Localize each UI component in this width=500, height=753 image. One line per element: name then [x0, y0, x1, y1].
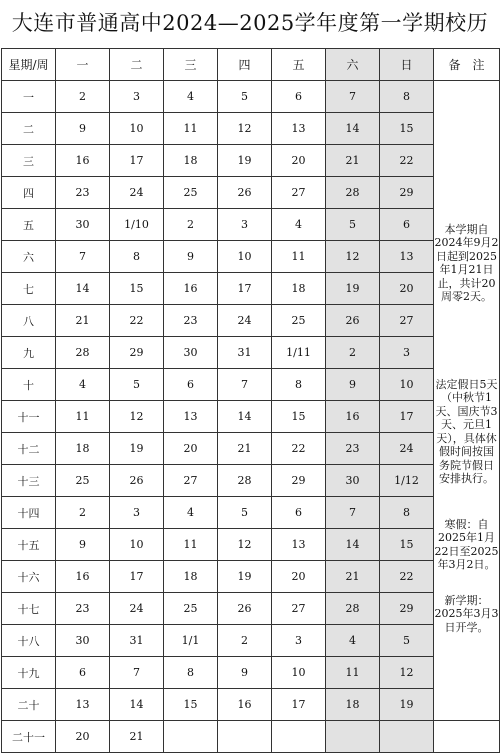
- date-cell: 13: [164, 401, 218, 433]
- note-holidays: 法定假日5天（中秋节1天、国庆节3天、元旦1天），具体休假时间按国务院节假日安排执行。: [435, 377, 498, 486]
- notes-empty-cell: [434, 721, 500, 753]
- date-cell: 12: [110, 401, 164, 433]
- table-row: [2, 625, 500, 657]
- date-cell: 3: [110, 81, 164, 113]
- date-cell: 17: [110, 145, 164, 177]
- date-cell: 5: [218, 497, 272, 529]
- date-cell: 8: [380, 497, 434, 529]
- date-cell: 11: [326, 657, 380, 689]
- week-label: 十三: [2, 465, 56, 497]
- date-cell: 12: [380, 657, 434, 689]
- week-label: 十六: [2, 561, 56, 593]
- date-cell: 25: [164, 177, 218, 209]
- date-cell: 19: [218, 561, 272, 593]
- date-cell: 21: [110, 721, 164, 753]
- notes-header: 备 注: [434, 49, 500, 81]
- date-cell: 22: [272, 433, 326, 465]
- date-cell: 8: [272, 369, 326, 401]
- date-cell: 20: [380, 273, 434, 305]
- date-cell: 15: [164, 689, 218, 721]
- date-cell: 22: [380, 561, 434, 593]
- date-cell: 28: [56, 337, 110, 369]
- table-row: [2, 689, 500, 721]
- date-cell: 16: [56, 561, 110, 593]
- date-cell: [272, 721, 326, 753]
- date-cell: 5: [110, 369, 164, 401]
- date-cell: 5: [380, 625, 434, 657]
- date-cell: 14: [326, 113, 380, 145]
- date-cell: 8: [380, 81, 434, 113]
- date-cell: 20: [56, 721, 110, 753]
- table-row: [2, 657, 500, 689]
- week-label: 十八: [2, 625, 56, 657]
- date-cell: 24: [380, 433, 434, 465]
- note-new-term: 新学期：2025年3月3日开学。: [434, 593, 499, 634]
- page-title: 大连市普通高中2024—2025学年度第一学期校历: [11, 11, 489, 35]
- date-cell: 26: [218, 593, 272, 625]
- date-cell: [326, 721, 380, 753]
- date-cell: 2: [56, 81, 110, 113]
- date-cell: 12: [218, 529, 272, 561]
- date-cell: 4: [164, 81, 218, 113]
- week-label: 二: [2, 113, 56, 145]
- date-cell: 4: [164, 497, 218, 529]
- week-label: 四: [2, 177, 56, 209]
- date-cell: 19: [380, 689, 434, 721]
- date-cell: 14: [326, 529, 380, 561]
- date-cell: 1/10: [110, 209, 164, 241]
- date-cell: 18: [164, 561, 218, 593]
- date-cell: 10: [110, 529, 164, 561]
- date-cell: 6: [272, 81, 326, 113]
- week-label: 十四: [2, 497, 56, 529]
- date-cell: 10: [110, 113, 164, 145]
- week-header: 星期/周: [2, 49, 56, 81]
- date-cell: 6: [164, 369, 218, 401]
- table-row: [2, 593, 500, 625]
- date-cell: 16: [56, 145, 110, 177]
- date-cell: 29: [380, 177, 434, 209]
- date-cell: 14: [110, 689, 164, 721]
- date-cell: 27: [380, 305, 434, 337]
- week-label: 六: [2, 241, 56, 273]
- header-row: [2, 49, 500, 81]
- day-header: 日: [380, 49, 434, 81]
- date-cell: 1/11: [272, 337, 326, 369]
- day-header: 三: [164, 49, 218, 81]
- day-header: 一: [56, 49, 110, 81]
- table-row: [2, 369, 500, 401]
- week-label: 七: [2, 273, 56, 305]
- date-cell: 31: [110, 625, 164, 657]
- date-cell: 23: [56, 177, 110, 209]
- date-cell: 16: [326, 401, 380, 433]
- date-cell: 17: [380, 401, 434, 433]
- date-cell: 3: [110, 497, 164, 529]
- week-label: 十五: [2, 529, 56, 561]
- date-cell: 11: [164, 529, 218, 561]
- week-label: 十: [2, 369, 56, 401]
- date-cell: 5: [326, 209, 380, 241]
- table-row: [2, 145, 500, 177]
- date-cell: 9: [56, 113, 110, 145]
- date-cell: 18: [326, 689, 380, 721]
- date-cell: 25: [272, 305, 326, 337]
- date-cell: 27: [272, 177, 326, 209]
- date-cell: 6: [272, 497, 326, 529]
- date-cell: 9: [218, 657, 272, 689]
- date-cell: 2: [218, 625, 272, 657]
- date-cell: 2: [326, 337, 380, 369]
- date-cell: 15: [380, 113, 434, 145]
- date-cell: 14: [218, 401, 272, 433]
- date-cell: 15: [380, 529, 434, 561]
- date-cell: 16: [218, 689, 272, 721]
- table-row: [2, 721, 500, 753]
- date-cell: 15: [110, 273, 164, 305]
- date-cell: 21: [218, 433, 272, 465]
- date-cell: [164, 721, 218, 753]
- date-cell: 10: [272, 657, 326, 689]
- date-cell: 23: [326, 433, 380, 465]
- day-header: 四: [218, 49, 272, 81]
- date-cell: 1/12: [380, 465, 434, 497]
- date-cell: 26: [326, 305, 380, 337]
- date-cell: 1/1: [164, 625, 218, 657]
- date-cell: 19: [110, 433, 164, 465]
- date-cell: 13: [56, 689, 110, 721]
- date-cell: 26: [110, 465, 164, 497]
- week-label: 一: [2, 81, 56, 113]
- date-cell: 31: [218, 337, 272, 369]
- date-cell: 19: [218, 145, 272, 177]
- date-cell: 25: [56, 465, 110, 497]
- date-cell: 23: [164, 305, 218, 337]
- date-cell: 7: [218, 369, 272, 401]
- school-calendar-table: [1, 48, 500, 753]
- week-label: 二十: [2, 689, 56, 721]
- date-cell: [380, 721, 434, 753]
- date-cell: 7: [110, 657, 164, 689]
- date-cell: 28: [326, 177, 380, 209]
- date-cell: 2: [164, 209, 218, 241]
- table-row: [2, 177, 500, 209]
- table-row: [2, 273, 500, 305]
- day-header: 二: [110, 49, 164, 81]
- date-cell: 23: [56, 593, 110, 625]
- week-label: 五: [2, 209, 56, 241]
- date-cell: 27: [164, 465, 218, 497]
- date-cell: 30: [56, 209, 110, 241]
- date-cell: 6: [380, 209, 434, 241]
- date-cell: 2: [56, 497, 110, 529]
- date-cell: 3: [380, 337, 434, 369]
- date-cell: 14: [56, 273, 110, 305]
- week-label: 十七: [2, 593, 56, 625]
- date-cell: 21: [326, 561, 380, 593]
- date-cell: 28: [218, 465, 272, 497]
- date-cell: 18: [164, 145, 218, 177]
- date-cell: 21: [326, 145, 380, 177]
- week-label: 十二: [2, 433, 56, 465]
- date-cell: 17: [110, 561, 164, 593]
- date-cell: 18: [56, 433, 110, 465]
- week-label: 三: [2, 145, 56, 177]
- date-cell: 8: [110, 241, 164, 273]
- date-cell: 7: [326, 497, 380, 529]
- table-row: [2, 561, 500, 593]
- date-cell: 13: [272, 529, 326, 561]
- date-cell: 3: [272, 625, 326, 657]
- date-cell: 9: [164, 241, 218, 273]
- date-cell: 16: [164, 273, 218, 305]
- table-row: [2, 433, 500, 465]
- date-cell: 30: [56, 625, 110, 657]
- date-cell: 27: [272, 593, 326, 625]
- date-cell: 19: [326, 273, 380, 305]
- date-cell: 7: [326, 81, 380, 113]
- date-cell: 25: [164, 593, 218, 625]
- week-label: 十九: [2, 657, 56, 689]
- date-cell: 29: [110, 337, 164, 369]
- date-cell: 20: [164, 433, 218, 465]
- note-winter: 寒假：自2025年1月22日至2025年3月2日。: [434, 517, 499, 572]
- date-cell: 8: [164, 657, 218, 689]
- date-cell: 24: [110, 593, 164, 625]
- date-cell: 17: [272, 689, 326, 721]
- date-cell: 6: [56, 657, 110, 689]
- week-label: 十一: [2, 401, 56, 433]
- date-cell: 13: [380, 241, 434, 273]
- week-label: 九: [2, 337, 56, 369]
- date-cell: 7: [56, 241, 110, 273]
- date-cell: 24: [110, 177, 164, 209]
- date-cell: [218, 721, 272, 753]
- table-row: [2, 529, 500, 561]
- date-cell: 15: [272, 401, 326, 433]
- table-row: [2, 81, 500, 113]
- date-cell: 30: [164, 337, 218, 369]
- date-cell: 28: [326, 593, 380, 625]
- notes-cell: [434, 81, 500, 721]
- table-row: [2, 305, 500, 337]
- date-cell: 22: [110, 305, 164, 337]
- date-cell: 11: [56, 401, 110, 433]
- date-cell: 20: [272, 145, 326, 177]
- week-label: 二十一: [2, 721, 56, 753]
- date-cell: 21: [56, 305, 110, 337]
- date-cell: 11: [164, 113, 218, 145]
- day-header: 五: [272, 49, 326, 81]
- date-cell: 22: [380, 145, 434, 177]
- date-cell: 29: [272, 465, 326, 497]
- date-cell: 10: [380, 369, 434, 401]
- date-cell: 10: [218, 241, 272, 273]
- date-cell: 24: [218, 305, 272, 337]
- date-cell: 30: [326, 465, 380, 497]
- table-row: [2, 209, 500, 241]
- date-cell: 11: [272, 241, 326, 273]
- date-cell: 17: [218, 273, 272, 305]
- date-cell: 29: [380, 593, 434, 625]
- table-row: [2, 241, 500, 273]
- table-row: [2, 465, 500, 497]
- date-cell: 20: [272, 561, 326, 593]
- week-label: 八: [2, 305, 56, 337]
- date-cell: 5: [218, 81, 272, 113]
- date-cell: 4: [272, 209, 326, 241]
- table-row: [2, 401, 500, 433]
- date-cell: 4: [56, 369, 110, 401]
- date-cell: 9: [326, 369, 380, 401]
- table-row: [2, 497, 500, 529]
- note-term: 本学期自2024年9月2日起到2025年1月21日止，共计20周零2天。: [434, 222, 499, 304]
- date-cell: 3: [218, 209, 272, 241]
- date-cell: 18: [272, 273, 326, 305]
- date-cell: 12: [326, 241, 380, 273]
- date-cell: 13: [272, 113, 326, 145]
- table-row: [2, 113, 500, 145]
- date-cell: 12: [218, 113, 272, 145]
- day-header: 六: [326, 49, 380, 81]
- table-row: [2, 337, 500, 369]
- date-cell: 9: [56, 529, 110, 561]
- date-cell: 26: [218, 177, 272, 209]
- date-cell: 4: [326, 625, 380, 657]
